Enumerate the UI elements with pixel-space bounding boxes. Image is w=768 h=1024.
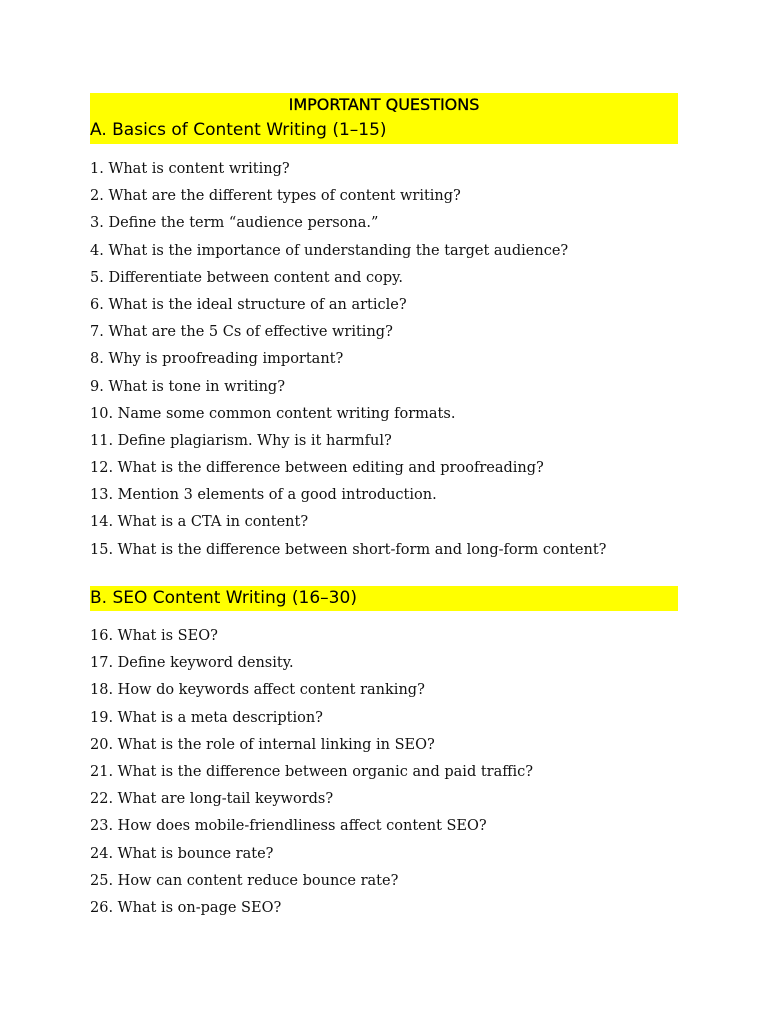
list-item: 2. What are the different types of content writing? xyxy=(90,188,461,205)
list-item: 14. What is a CTA in content? xyxy=(90,514,309,531)
list-item: 1. What is content writing? xyxy=(90,161,290,177)
list-item: 24. What is bounce rate? xyxy=(90,845,274,862)
list-item: 3. Define the term “audience persona.” xyxy=(90,215,379,232)
section-a-question-list xyxy=(90,156,606,564)
list-item: 5. Differentiate between content and copy. xyxy=(90,269,404,286)
list-item: 4. What is the importance of understanding the target audience? xyxy=(90,242,569,259)
list-item: 25. How can content reduce bounce rate? xyxy=(90,872,399,889)
list-item: 7. What are the 5 Cs of effective writing? xyxy=(90,324,393,341)
list-item: 20. What is the role of internal linking in SEO? xyxy=(90,736,435,753)
section-b-question-list xyxy=(90,623,533,922)
section-a-heading: A. Basics of Content Writing (1–15) xyxy=(90,120,387,140)
list-item: 16. What is SEO? xyxy=(90,628,218,644)
list-item: 12. What is the difference between editing and proofreading? xyxy=(90,460,544,477)
list-item: 6. What is the ideal structure of an article? xyxy=(90,296,407,313)
list-item: 19. What is a meta description? xyxy=(90,709,323,726)
list-item: 21. What is the difference between organic and paid traffic? xyxy=(90,763,534,780)
list-item: 26. What is on-page SEO? xyxy=(90,899,282,916)
list-item: 9. What is tone in writing? xyxy=(90,378,285,395)
list-item: 10. Name some common content writing formats. xyxy=(90,405,456,422)
header-highlight-block xyxy=(90,93,678,144)
list-item: 22. What are long-tail keywords? xyxy=(90,791,334,808)
section-b-highlight-block xyxy=(90,586,678,611)
list-item: 13. Mention 3 elements of a good introduction. xyxy=(90,487,437,504)
list-item: 11. Define plagiarism. Why is it harmful? xyxy=(90,432,392,449)
list-item: 23. How does mobile-friendliness affect content SEO? xyxy=(90,818,487,835)
list-item: 15. What is the difference between short-form and long-form content? xyxy=(90,541,607,558)
list-item: 8. Why is proofreading important? xyxy=(90,351,344,368)
list-item: 17. Define keyword density. xyxy=(90,655,294,672)
section-b-heading: B. SEO Content Writing (16–30) xyxy=(90,588,357,608)
list-item: 18. How do keywords affect content ranking? xyxy=(90,682,425,699)
document-title: IMPORTANT QUESTIONS xyxy=(288,95,480,114)
